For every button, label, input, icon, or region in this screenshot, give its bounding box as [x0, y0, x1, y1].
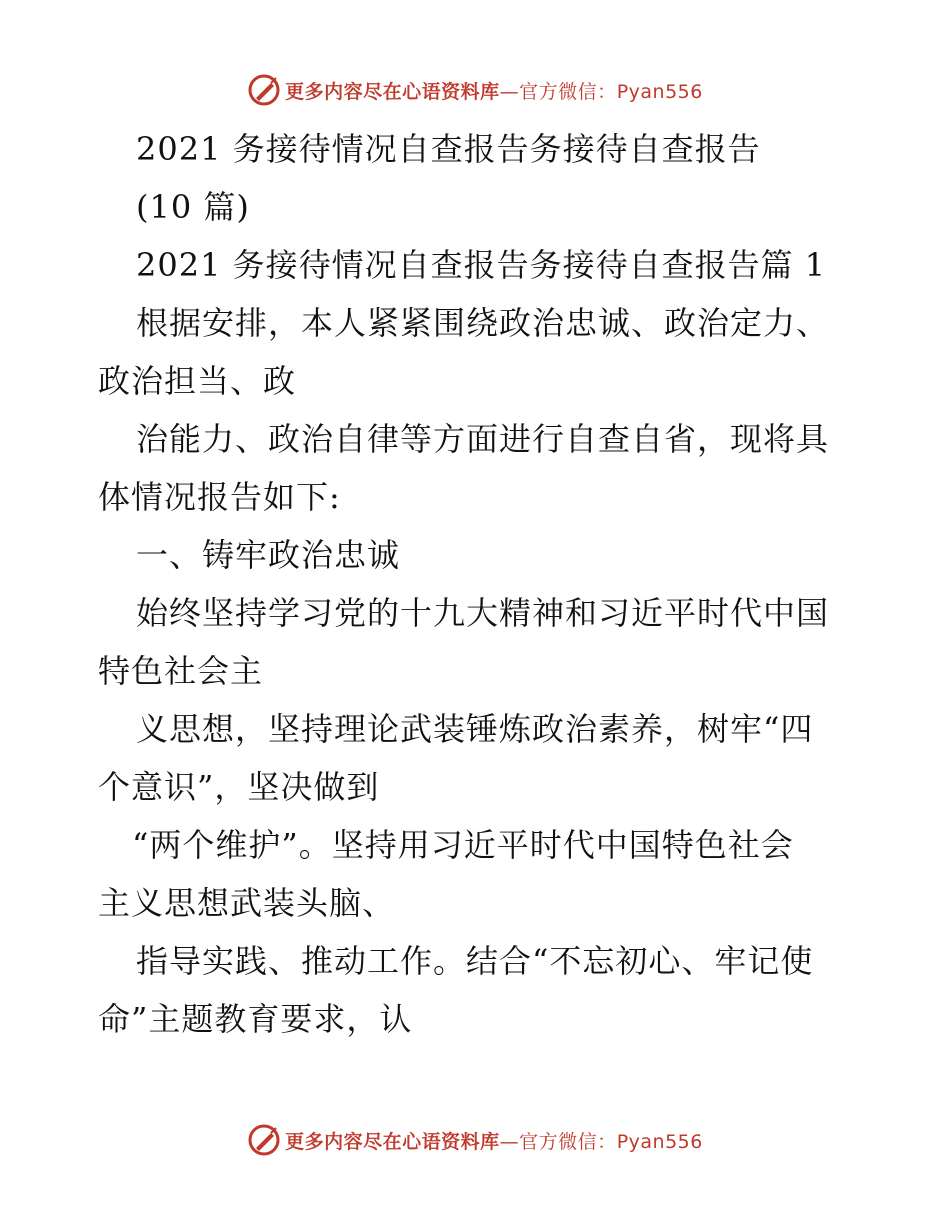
paragraph-line: 个意识”，坚决做到 — [98, 768, 380, 806]
paragraph-line: 特色社会主 — [98, 652, 264, 690]
paragraph-line: 政治担当、政 — [98, 362, 297, 400]
paragraph-line: 体情况报告如下: — [98, 478, 341, 516]
doc-title-line-2: (10 篇) — [136, 188, 250, 226]
header-watermark-banner — [0, 70, 950, 110]
banner-title: 更多内容尽在心语资料库 — [285, 1130, 500, 1153]
paragraph-line: “两个维护”。坚持用习近平时代中国特色社会 — [132, 826, 794, 864]
paragraph-line: 根据安排，本人紧紧围绕政治忠诚、政治定力、 — [136, 304, 830, 342]
doc-title-line-1: 2021 务接待情况自查报告务接待自查报告 — [136, 130, 761, 168]
paragraph-line: 指导实践、推动工作。结合“不忘初心、牢记使 — [136, 942, 814, 980]
banner-dash: — — [499, 80, 520, 103]
footer-watermark-banner — [0, 1120, 950, 1160]
paragraph-line: 始终坚持学习党的十九大精神和习近平时代中国 — [136, 594, 830, 632]
paragraph-line: 义思想，坚持理论武装锤炼政治素养，树牢“四 — [136, 710, 814, 748]
paragraph-line: 主义思想武装头脑、 — [98, 884, 396, 922]
banner-wechat-label: 官方微信： — [519, 1130, 617, 1153]
banner-title: 更多内容尽在心语资料库 — [285, 80, 500, 103]
banner-wechat-id: Pyan556 — [616, 80, 703, 103]
paragraph-line: 治能力、政治自律等方面进行自查自省，现将具 — [136, 420, 830, 458]
pen-logo-icon — [247, 1123, 281, 1157]
paragraph-line: 命”主题教育要求，认 — [98, 1000, 413, 1038]
section-heading: 2021 务接待情况自查报告务接待自查报告篇 1 — [136, 246, 827, 284]
banner-wechat-label: 官方微信： — [519, 80, 617, 103]
pen-logo-icon — [247, 73, 281, 107]
banner-dash: — — [499, 1130, 520, 1153]
document-body — [98, 120, 858, 1048]
subsection-heading: 一、铸牢政治忠诚 — [136, 536, 401, 574]
banner-wechat-id: Pyan556 — [616, 1130, 703, 1153]
